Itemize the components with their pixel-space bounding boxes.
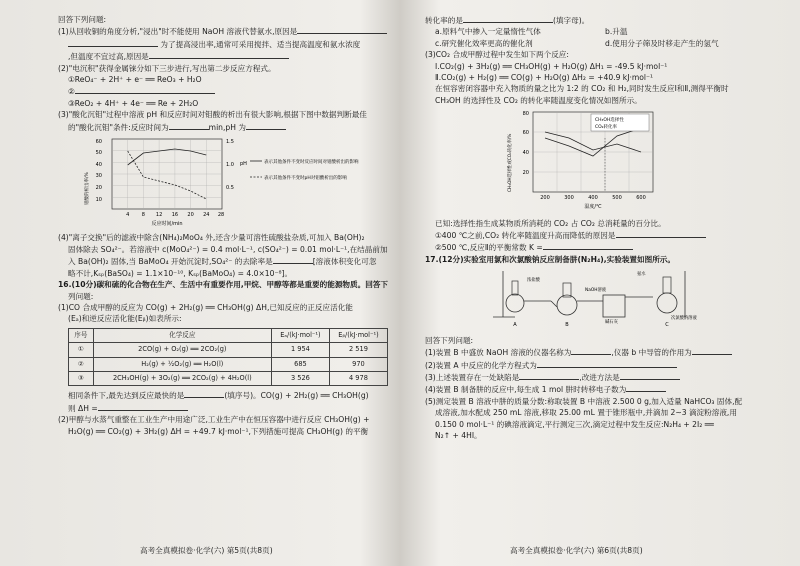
- right-page: [425, 14, 770, 441]
- svg-text:600: 600: [636, 195, 646, 202]
- equation-1: ①ReO₄⁻ + 2H⁺ + e⁻ ══ ReO₃ + H₂O: [68, 75, 202, 85]
- question-17-4: (4)装置 B 制备肼的反应中,每生成 1 mol 肼时转移电子数为: [425, 383, 770, 395]
- right-footer: 高考全真模拟卷·化学(六) 第6页(共8页): [510, 546, 643, 555]
- left-page: [58, 14, 398, 437]
- svg-text:1.5: 1.5: [226, 139, 234, 146]
- svg-text:pH: pH: [240, 161, 247, 168]
- svg-text:CO₂转化率: CO₂转化率: [595, 125, 617, 131]
- question-16-cont: 列问题:: [68, 291, 94, 301]
- question-17-5: (5)测定装置 B 溶液中肼的质量分数:称取装置 B 中溶液 2.500 0 g,加入适量 NaHCO₃ 固体,配: [425, 396, 743, 406]
- svg-text:20: 20: [187, 212, 194, 219]
- svg-text:1.0: 1.0: [226, 162, 234, 169]
- svg-text:4: 4: [126, 212, 130, 219]
- svg-text:400: 400: [588, 195, 598, 202]
- option-row-2: c.研究催化效率更高的催化剂 d.使用分子筛及时移走产生的氢气: [435, 38, 719, 48]
- svg-text:CH₃OH选择性: CH₃OH选择性: [595, 118, 624, 124]
- question-1-cont: 为了提高浸出率,通常可采用搅拌、适当提高温度和氨水浓度: [58, 38, 398, 50]
- table-cell: 2CH₃OH(g) + 3O₂(g) ══ 2CO₂(g) + 4H₂O(l): [93, 371, 271, 385]
- svg-text:表示其他条件不变时pH对钼酸析出的影响: 表示其他条件不变时pH对钼酸析出的影响: [264, 176, 347, 182]
- molybdenum-chart: [84, 135, 374, 227]
- svg-text:CH₃OH选择性或CO₂转化率/%: CH₃OH选择性或CO₂转化率/%: [508, 133, 513, 193]
- table-cell: 970: [329, 357, 387, 371]
- question-16-1: (1)CO 合成甲醇的反应为 CO(g) + 2H₂(g) ══ CH₃OH(g) ΔH,已知反应的正反应活化能: [58, 302, 353, 312]
- reaction-2: Ⅱ.CO₂(g) + H₂(g) ══ CO(g) + H₂O(g) ΔH₂ = +40.9 kJ·mol⁻¹: [435, 73, 654, 83]
- svg-text:24: 24: [203, 212, 210, 219]
- table-cell: 2 519: [329, 343, 387, 357]
- delta-h-line: 则 ΔH =: [58, 402, 398, 414]
- question-1-cont2: ,但温度不宜过高,原因是: [58, 50, 398, 62]
- table-header: 序号: [69, 328, 94, 342]
- svg-text:30: 30: [95, 173, 102, 180]
- option-row-1: a.原料气中掺入一定量惰性气体 b.升温: [435, 27, 628, 37]
- question-16: 16.(10分)碳和硫的化合物在生产、生活中有重要作用,甲烷、甲醇等都是重要的能源物质。回答下: [58, 280, 388, 290]
- svg-text:氨水: 氨水: [637, 272, 646, 278]
- question-16-1-answer: 相同条件下,最先达到反应最快的是 (填序号)。CO(g) + 2H₂(g) ══ CH₃OH(g): [68, 391, 369, 401]
- svg-text:表示其他条件不变时反应时间对钼酸析出的影响: 表示其他条件不变时反应时间对钼酸析出的影响: [264, 160, 359, 166]
- question-3: (3)"酸化沉钼"过程中溶液 pH 和反应时间对钼酸的析出有很大影响,根据下图中数据判断最佳: [58, 110, 367, 120]
- svg-text:碱石灰: 碱石灰: [605, 320, 618, 326]
- question-16-1-cont: (Eₐ)和逆反应活化能(Eᵦ)如表所示:: [68, 314, 182, 324]
- co2-chart: [505, 108, 705, 212]
- svg-text:40: 40: [522, 150, 529, 157]
- svg-text:20: 20: [95, 185, 102, 192]
- table-row: [69, 357, 388, 371]
- svg-text:20: 20: [522, 170, 529, 177]
- table-row: [69, 371, 388, 385]
- methanol-selectivity-line: [545, 132, 641, 152]
- table-header: Eₐ/(kJ·mol⁻¹): [271, 328, 329, 342]
- question-4: (4)"离子交换"后的滤液中除含(NH₄)₂MoO₄ 外,还含少量可溶性硫酸盐杂质,可加入 Ba(OH)₂: [58, 233, 365, 243]
- question-16-3-text: 在恒容密闭容器中充入物质的量之比为 1:2 的 CO₂ 和 H₂,同时发生反应Ⅰ和Ⅱ,测得平衡时: [435, 84, 729, 94]
- question-4-cont: 固体除去 SO₄²⁻。若溶液中 c(MoO₄²⁻) = 0.4 mol·L⁻¹, c(SO₄²⁻) = 0.01 mol·L⁻¹,在结晶前加: [68, 244, 388, 254]
- question-4-cont3: 略不计,Kₛₚ(BaSO₄) = 1.1×10⁻¹⁰, Kₛₚ(BaMoO₄) = 4.0×10⁻⁸]。: [68, 268, 293, 278]
- question-4-cont2: 入 Ba(OH)₂ 固体,当 BaMoO₄ 开始沉淀时,SO₄²⁻ 的去除率是 [溶液体积变化可忽: [68, 257, 377, 267]
- svg-text:NaOH溶液: NaOH溶液: [585, 288, 607, 294]
- svg-text:8: 8: [141, 212, 145, 219]
- svg-text:40: 40: [95, 162, 102, 169]
- svg-text:80: 80: [522, 111, 529, 118]
- question-16-3: (3)CO₂ 合成甲醇过程中发生如下两个反应:: [425, 50, 569, 60]
- svg-text:300: 300: [564, 195, 574, 202]
- question-3-cont: 的"酸化沉钼"条件:反应时间为 min,pH 为: [58, 121, 398, 133]
- svg-text:反应时间/min: 反应时间/min: [151, 221, 183, 228]
- table-row: [69, 343, 388, 357]
- selectivity-note: 已知:选择性指生成某物质所消耗的 CO₂ 占 CO₂ 总消耗量的百分比。: [435, 218, 666, 228]
- equation-3: ③ReO₂ + 4H⁺ + 4e⁻ ══ Re + 2H₂O: [68, 98, 199, 108]
- svg-text:温度/℃: 温度/℃: [584, 204, 602, 211]
- svg-text:12: 12: [155, 212, 163, 219]
- svg-text:A: A: [513, 322, 517, 329]
- conversion-line: 转化率的是 (填字母)。: [425, 16, 590, 25]
- apparatus-diagram: [485, 267, 715, 329]
- question-16-3-text2: CH₃OH 的选择性及 CO₂ 的转化率随温度变化情况如图所示。: [435, 95, 642, 105]
- table-cell: 685: [271, 357, 329, 371]
- svg-text:60: 60: [95, 139, 102, 146]
- question-17-2: (2)装置 A 中反应的化学方程式为: [425, 359, 770, 371]
- table-cell: 4 978: [329, 371, 387, 385]
- svg-text:C: C: [665, 322, 669, 329]
- table-header: Eᵦ/(kJ·mol⁻¹): [329, 328, 387, 342]
- question-16-2-cont: H₂O(g) ══ CO₂(g) + 3H₂(g) ΔH = +49.7 kJ·mol⁻¹,下列措施可提高 CH₃OH(g) 的平衡: [68, 426, 369, 436]
- svg-text:28: 28: [217, 212, 225, 219]
- question-1: (1)从回收铜的角度分析,"浸出"时不能使用 NaOH 溶液代替氨水,原因是: [58, 25, 398, 37]
- question-17-1: (1)装置 B 中盛放 NaOH 溶液的仪器名称为 ,仪器 b 中导管的作用为: [425, 346, 770, 358]
- table-header-row: [69, 328, 388, 342]
- ph-series-line: [128, 151, 207, 199]
- table-cell: ②: [69, 357, 94, 371]
- svg-text:200: 200: [540, 195, 550, 202]
- text-line: 回答下列问题:: [58, 15, 107, 24]
- activation-energy-table: [68, 328, 388, 387]
- svg-text:钼酸的析出率/%: 钼酸的析出率/%: [85, 172, 90, 206]
- answer-intro: 回答下列问题:: [425, 335, 474, 345]
- question-17-5-cont2: 0.150 0 mol·L⁻¹ 的碘溶液滴定,平行测定三次,滴定过程中发生反应:N₂H₄ + 2I₂ ══: [435, 419, 714, 429]
- question-17-3: (3)上述装置存在一处缺陷是 ,改进方法是: [425, 371, 770, 383]
- question-2: (2)"电沉积"获得金属铼分如下三步进行,写出第二步反应方程式。: [58, 63, 276, 73]
- svg-text:16: 16: [171, 212, 179, 219]
- reaction-1: Ⅰ.CO₂(g) + 3H₂(g) ══ CH₃OH(g) + H₂O(g) ΔH₁ = -49.5 kJ·mol⁻¹: [435, 61, 668, 71]
- left-footer: 高考全真模拟卷·化学(六) 第5页(共8页): [140, 546, 273, 555]
- table-cell: 3 526: [271, 371, 329, 385]
- question-17-5-cont3: N₂↑ + 4HI。: [435, 430, 482, 440]
- svg-text:50: 50: [95, 150, 102, 157]
- table-header: 化学反应: [93, 328, 271, 342]
- svg-text:10: 10: [95, 197, 102, 204]
- question-17: 17.(12分)实验室用氯和次氯酸钠反应制备肼(N₂H₄),实验装置如图所示。: [425, 254, 675, 264]
- co2-conversion-line: [545, 128, 641, 156]
- question-17-5-cont: 成溶液,加水配成 250 mL 溶液,移取 25.00 mL 置于锥形瓶中,并滴加 2~3 滴淀粉溶液,用: [435, 408, 737, 418]
- time-series-line: [128, 149, 207, 165]
- svg-text:B: B: [565, 322, 569, 329]
- svg-text:0.5: 0.5: [226, 185, 234, 192]
- table-cell: ①: [69, 343, 94, 357]
- sub-question-2: ②500 ℃,反应Ⅱ的平衡常数 K =: [425, 241, 770, 253]
- svg-text:500: 500: [612, 195, 622, 202]
- table-cell: 2CO(g) + O₂(g) ══ 2CO₂(g): [93, 343, 271, 357]
- svg-text:次氯酸钠溶液: 次氯酸钠溶液: [671, 316, 697, 322]
- sub-question-1: ①400 ℃之前,CO₂ 转化率随温度升高而降低的原因是: [425, 229, 770, 241]
- table-cell: H₂(g) + ½O₂(g) ══ H₂O(l): [93, 357, 271, 371]
- question-16-2: (2)甲醇与水蒸气重整在工业生产中用途广泛,工业生产中在恒压容器中进行反应 CH₃OH(g) +: [58, 415, 370, 425]
- table-cell: 1 954: [271, 343, 329, 357]
- svg-text:60: 60: [522, 130, 529, 137]
- equation-2: ②: [58, 85, 398, 97]
- table-cell: ③: [69, 371, 94, 385]
- svg-text:浓盐酸: 浓盐酸: [527, 278, 540, 284]
